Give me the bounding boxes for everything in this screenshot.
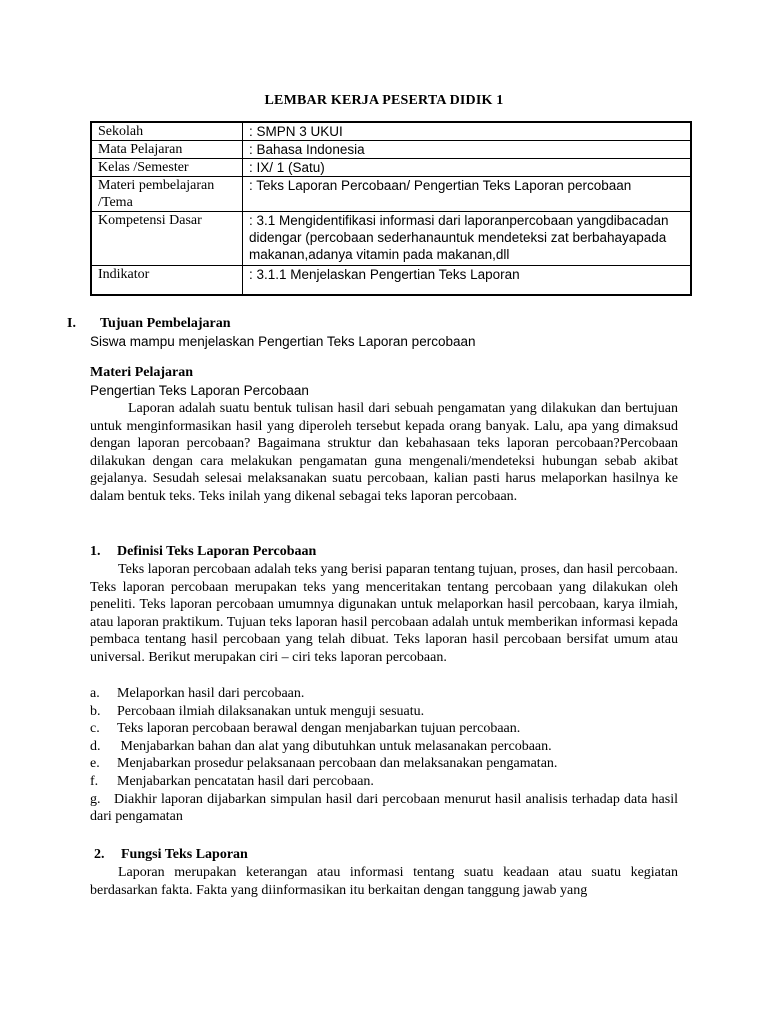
list-item: c. Teks laporan percobaan berawal dengan menjabarkan tujuan percobaan. [90,721,521,737]
materi-paragraph: Laporan adalah suatu bentuk tulisan hasil dari sebuah pengamatan yang dilakukan dan bertujuan untuk menginformasikan hasil yang diperoleh tersebut kepada orang banyak. Lalu, apa yang dimaksud dengan laporan percobaan? Bagaimana struktur dan kebahasaan teks laporan percobaan?Percobaan dilakukan dengan cara melakukan pengamatan guna mengenali/mendeteksi hubungan sebab akibat gejalanya. Sesudah selesai melaksanakan suatu percobaan, kalian pasti harus melaporkan hasilnya ke dalam bentuk teks. Teks inilah yang dikenal sebagai teks laporan percobaan. [90,401,678,504]
section-tujuan [67,315,678,333]
materi-subheading: Pengertian Teks Laporan Percobaan [90,383,309,398]
list-item: a. Melaporkan hasil dari percobaan. [90,686,305,701]
row-value: : Teks Laporan Percobaan/ Pengertian Teks Laporan percobaan [243,177,692,212]
row-label: Mata Pelajaran [91,141,243,159]
list-item: d. Menjabarkan bahan dan alat yang dibutuhkan untuk melasanakan percobaan. [90,738,552,754]
table-row [91,159,691,177]
table-row [91,177,691,212]
row-value: : SMPN 3 UKUI [243,122,692,141]
fungsi-paragraph: Laporan merupakan keterangan atau informasi tentang suatu keadaan atau suatu kegiatan berdasarkan fakta. Fakta yang diinformasikan itu berkaitan dengan tanggung jawab yang [90,865,678,898]
table-row [91,141,691,159]
materi-heading: Materi Pelajaran [90,365,194,380]
ciri-list [90,685,678,826]
list-item: f. Menjabarkan pencatatan hasil dari percobaan. [90,773,374,789]
list-item: b. Percobaan ilmiah dilaksanakan untuk menguji sesuatu. [90,703,425,719]
document-title: LEMBAR KERJA PESERTA DIDIK 1 [264,93,504,108]
row-label: Kompetensi Dasar [91,212,243,266]
table-row [91,122,691,141]
row-label: Sekolah [91,122,243,141]
section-heading: Fungsi Teks Laporan [121,847,248,862]
section-number: 1. [90,544,101,559]
section-number: 2. [94,847,105,862]
tujuan-text: Siswa mampu menjelaskan Pengertian Teks Laporan percobaan [90,334,476,349]
definisi-paragraph: Teks laporan percobaan adalah teks yang berisi paparan tentang tujuan, proses, dan hasil percobaan. Teks laporan percobaan merupakan teks yang menceritakan tentang percobaan yang dilakukan oleh peneliti. Teks laporan percobaan umumnya digunakan untuk melaporkan hasil percobaan, karya ilmiah, atau laporan praktikum. Tujuan teks laporan hasil percobaan adalah untuk memberikan informasi kepada pembaca tentang hasil percobaan yang telah dibuat. Teks laporan hasil percobaan bersifat umum atau universal. Berikut merupakan ciri – ciri teks laporan percobaan. [90,562,678,665]
definisi-heading-line [90,543,678,561]
row-label: Indikator [91,266,243,296]
row-value: : 3.1.1 Menjelaskan Pengertian Teks Laporan [243,266,692,296]
row-value: : IX/ 1 (Satu) [243,159,692,177]
table-row [91,212,691,266]
row-value: : 3.1 Mengidentifikasi informasi dari laporanpercobaan yangdibacadan didengar (percobaan sederhanauntuk mendeteksi zat berbahayapada makanan,adanya vitamin pada makanan,dll [243,212,692,266]
row-value: : Bahasa Indonesia [243,141,692,159]
row-label: Kelas /Semester [91,159,243,177]
table-row [91,266,691,296]
row-label: Materi pembelajaran /Tema [91,177,243,212]
list-item: e. Menjabarkan prosedur pelaksanaan percobaan dan melaksanakan pengamatan. [90,756,558,772]
section-heading: Tujuan Pembelajaran [100,316,231,331]
info-table [90,121,692,296]
section-heading: Definisi Teks Laporan Percobaan [117,544,317,559]
section-number: I. [67,316,76,331]
list-item: g. Diakhir laporan dijabarkan simpulan hasil dari percobaan menurut hasil analisis terhadap data hasil dari pengamatan [90,791,678,825]
fungsi-heading-line [94,846,682,864]
